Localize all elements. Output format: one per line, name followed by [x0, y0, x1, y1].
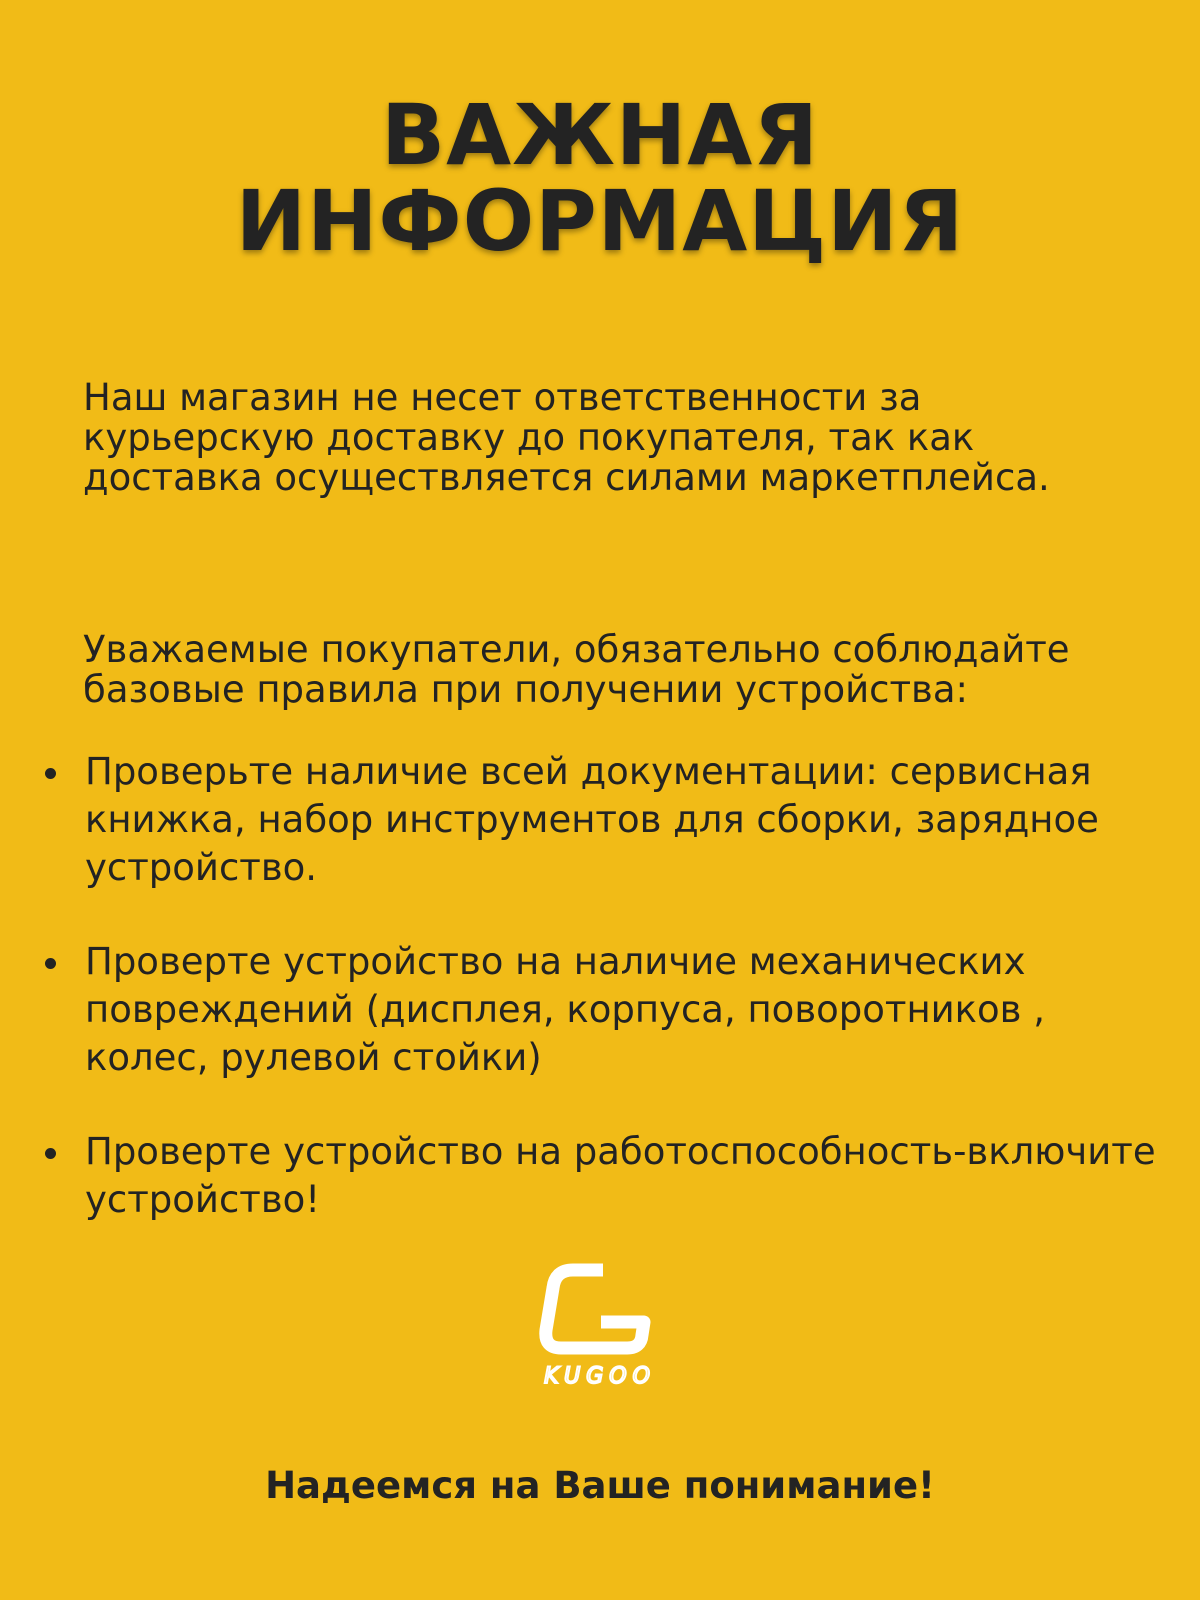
delivery-disclaimer-line-1: Наш магазин не несет ответственности за: [83, 376, 922, 419]
rules-intro: [83, 630, 1163, 710]
delivery-disclaimer: [83, 378, 1163, 498]
rules-intro-line-2: базовые правила при получении устройства:: [83, 668, 968, 711]
rules-list-item-line: Проверьте наличие всей документации: сервисная: [85, 750, 1092, 793]
rules-list-item-documents: [0, 748, 1200, 892]
rules-list: [0, 748, 1200, 1224]
page-title: [0, 86, 1200, 270]
rules-intro-line-1: Уважаемые покупатели, обязательно соблюдайте: [83, 628, 1070, 671]
delivery-disclaimer-line-2: курьерскую доставку до покупателя, так как: [83, 416, 975, 459]
rules-list-item-line: колес, рулевой стойки): [85, 1036, 542, 1079]
rules-list-item-line: устройство!: [85, 1178, 321, 1221]
delivery-disclaimer-line-3: доставка осуществляется силами маркетплейса.: [83, 456, 1050, 499]
kugoo-wordmark: KUGOO: [544, 1364, 656, 1389]
rules-list-item-line: устройство.: [85, 846, 318, 889]
bullet-dot-icon: [45, 768, 56, 779]
rules-list-item-line: Проверте устройство на работоспособность-включите: [85, 1130, 1156, 1173]
bullet-dot-icon: [45, 1148, 56, 1159]
kugoo-logo-icon: [515, 1262, 685, 1392]
kugoo-logo: [515, 1262, 685, 1392]
rules-list-item-functionality: [0, 1128, 1200, 1224]
closing-message: Надеемся на Ваше понимание!: [265, 1464, 935, 1507]
page-title-line-1: ВАЖНАЯ: [381, 86, 819, 184]
page-title-line-2: ИНФОРМАЦИЯ: [235, 172, 965, 270]
rules-list-item-line: Проверте устройство на наличие механических: [85, 940, 1026, 983]
rules-list-item-line: повреждений (дисплея, корпуса, поворотников ,: [85, 988, 1045, 1031]
rules-list-item-damage: [0, 938, 1200, 1082]
rules-list-item-line: книжка, набор инструментов для сборки, зарядное: [85, 798, 1099, 841]
bullet-dot-icon: [45, 958, 56, 969]
